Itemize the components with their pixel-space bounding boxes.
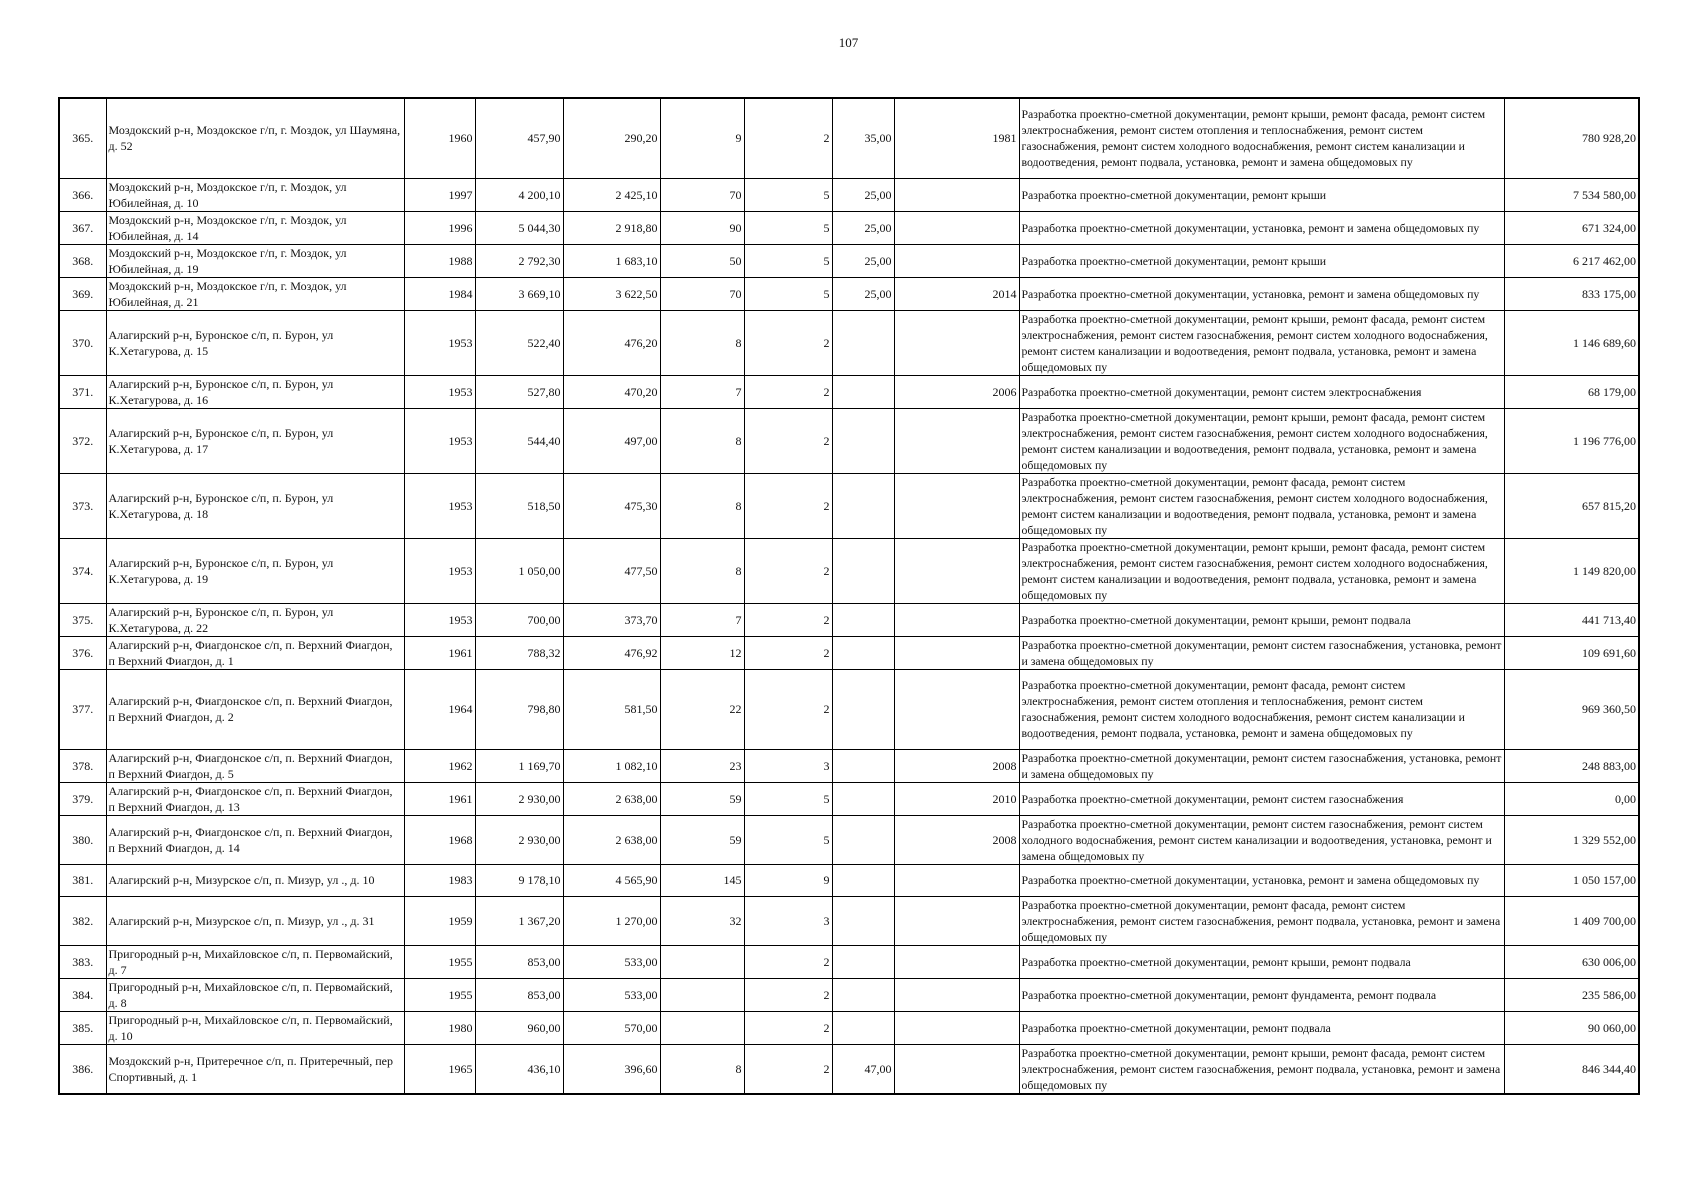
address-cell: Моздокский р-н, Моздокское г/п, г. Моздок, ул Юбилейная, д. 19 [106, 244, 404, 277]
works-cell: Разработка проектно-сметной документации, установка, ремонт и замена общедомовых пу [1019, 277, 1504, 310]
year-cell: 1959 [404, 896, 475, 945]
floors-cell: 2 [744, 945, 832, 978]
works-cell: Разработка проектно-сметной документации, ремонт систем газоснабжения, ремонт систем холодного водоснабжения, ремонт систем канализации и водоотведения, установка, ремонт и замена общедомовых пу [1019, 815, 1504, 864]
row-number: 380. [59, 815, 106, 864]
cost-cell: 1 146 689,60 [1504, 310, 1639, 375]
year-cell: 1960 [404, 98, 475, 178]
row-number: 365. [59, 98, 106, 178]
row-number: 382. [59, 896, 106, 945]
address-cell: Алагирский р-н, Фиагдонское с/п, п. Верхний Фиагдон, п Верхний Фиагдон, д. 14 [106, 815, 404, 864]
address-cell: Пригородный р-н, Михайловское с/п, п. Первомайский, д. 8 [106, 978, 404, 1011]
address-cell: Алагирский р-н, Буронское с/п, п. Бурон, ул К.Хетагурова, д. 16 [106, 375, 404, 408]
row-number: 374. [59, 538, 106, 603]
wear-cell [832, 603, 894, 636]
living-area-cell: 470,20 [563, 375, 660, 408]
table-row [59, 1011, 1639, 1044]
cost-cell: 1 409 700,00 [1504, 896, 1639, 945]
cost-cell: 846 344,40 [1504, 1044, 1639, 1094]
living-area-cell: 1 683,10 [563, 244, 660, 277]
year-cell: 1953 [404, 473, 475, 538]
works-cell: Разработка проектно-сметной документации, ремонт крыши, ремонт фасада, ремонт систем электроснабжения, ремонт систем газоснабжения, ремонт систем холодного водоснабжения, ремонт систем канализации и водоотведения, ремонт подвала, установка, ремонт и замена общедомовых пу [1019, 408, 1504, 473]
residents-cell: 8 [660, 473, 744, 538]
row-number: 366. [59, 178, 106, 211]
wear-cell: 47,00 [832, 1044, 894, 1094]
total-area-cell: 518,50 [475, 473, 563, 538]
wear-cell [832, 538, 894, 603]
year-cell: 1955 [404, 978, 475, 1011]
works-cell: Разработка проектно-сметной документации, ремонт крыши, ремонт фасада, ремонт систем электроснабжения, ремонт систем газоснабжения, ремонт систем холодного водоснабжения, ремонт систем канализации и водоотведения, ремонт подвала, установка, ремонт и замена общедомовых пу [1019, 538, 1504, 603]
wear-cell [832, 945, 894, 978]
residents-cell: 90 [660, 211, 744, 244]
works-cell: Разработка проектно-сметной документации, установка, ремонт и замена общедомовых пу [1019, 211, 1504, 244]
wear-cell [832, 375, 894, 408]
address-cell: Моздокский р-н, Моздокское г/п, г. Моздок, ул Юбилейная, д. 21 [106, 277, 404, 310]
table-body [59, 98, 1639, 1094]
floors-cell: 2 [744, 603, 832, 636]
floors-cell: 2 [744, 978, 832, 1011]
table-row [59, 669, 1639, 749]
total-area-cell: 700,00 [475, 603, 563, 636]
table-row [59, 1044, 1639, 1094]
row-number: 381. [59, 864, 106, 896]
row-number: 378. [59, 749, 106, 782]
works-cell: Разработка проектно-сметной документации, ремонт фасада, ремонт систем электроснабжения, ремонт систем отопления и теплоснабжения, ремонт систем газоснабжения, ремонт систем холодного водоснабжения, ремонт систем канализации и водоотведения, ремонт подвала, установка, ремонт и замена общедомовых пу [1019, 669, 1504, 749]
row-number: 384. [59, 978, 106, 1011]
works-cell: Разработка проектно-сметной документации, ремонт систем электроснабжения [1019, 375, 1504, 408]
address-cell: Алагирский р-н, Фиагдонское с/п, п. Верхний Фиагдон, п Верхний Фиагдон, д. 5 [106, 749, 404, 782]
residents-cell [660, 1011, 744, 1044]
living-area-cell: 476,92 [563, 636, 660, 669]
table-row [59, 375, 1639, 408]
wear-cell [832, 408, 894, 473]
residents-cell: 22 [660, 669, 744, 749]
living-area-cell: 396,60 [563, 1044, 660, 1094]
residents-cell: 12 [660, 636, 744, 669]
living-area-cell: 581,50 [563, 669, 660, 749]
privatization-year-cell [894, 603, 1019, 636]
floors-cell: 2 [744, 636, 832, 669]
year-cell: 1964 [404, 669, 475, 749]
privatization-year-cell [894, 896, 1019, 945]
total-area-cell: 2 792,30 [475, 244, 563, 277]
privatization-year-cell [894, 864, 1019, 896]
floors-cell: 9 [744, 864, 832, 896]
cost-cell: 671 324,00 [1504, 211, 1639, 244]
row-number: 367. [59, 211, 106, 244]
wear-cell: 25,00 [832, 277, 894, 310]
row-number: 372. [59, 408, 106, 473]
works-cell: Разработка проектно-сметной документации, ремонт крыши [1019, 244, 1504, 277]
living-area-cell: 290,20 [563, 98, 660, 178]
living-area-cell: 2 918,80 [563, 211, 660, 244]
privatization-year-cell [894, 669, 1019, 749]
row-number: 376. [59, 636, 106, 669]
address-cell: Алагирский р-н, Фиагдонское с/п, п. Верхний Фиагдон, п Верхний Фиагдон, д. 2 [106, 669, 404, 749]
row-number: 368. [59, 244, 106, 277]
works-cell: Разработка проектно-сметной документации, ремонт систем газоснабжения [1019, 782, 1504, 815]
address-cell: Моздокский р-н, Моздокское г/п, г. Моздок, ул Шаумяна, д. 52 [106, 98, 404, 178]
table-row [59, 603, 1639, 636]
works-cell: Разработка проектно-сметной документации, ремонт крыши, ремонт фасада, ремонт систем электроснабжения, ремонт систем газоснабжения, ремонт систем холодного водоснабжения, ремонт систем канализации и водоотведения, ремонт подвала, установка, ремонт и замена общедомовых пу [1019, 310, 1504, 375]
address-cell: Алагирский р-н, Мизурское с/п, п. Мизур, ул ., д. 31 [106, 896, 404, 945]
floors-cell: 5 [744, 277, 832, 310]
floors-cell: 5 [744, 782, 832, 815]
wear-cell [832, 310, 894, 375]
privatization-year-cell: 2008 [894, 815, 1019, 864]
year-cell: 1955 [404, 945, 475, 978]
residents-cell [660, 945, 744, 978]
floors-cell: 2 [744, 310, 832, 375]
row-number: 386. [59, 1044, 106, 1094]
privatization-year-cell: 1981 [894, 98, 1019, 178]
total-area-cell: 544,40 [475, 408, 563, 473]
total-area-cell: 798,80 [475, 669, 563, 749]
living-area-cell: 4 565,90 [563, 864, 660, 896]
row-number: 373. [59, 473, 106, 538]
address-cell: Алагирский р-н, Буронское с/п, п. Бурон, ул К.Хетагурова, д. 17 [106, 408, 404, 473]
year-cell: 1953 [404, 603, 475, 636]
works-cell: Разработка проектно-сметной документации, ремонт фасада, ремонт систем электроснабжения, ремонт систем газоснабжения, ремонт подвала, установка, ремонт и замена общедомовых пу [1019, 896, 1504, 945]
works-cell: Разработка проектно-сметной документации, ремонт крыши, ремонт фасада, ремонт систем электроснабжения, ремонт систем газоснабжения, ремонт подвала, установка, ремонт и замена общедомовых пу [1019, 1044, 1504, 1094]
works-cell: Разработка проектно-сметной документации, ремонт систем газоснабжения, установка, ремонт и замена общедомовых пу [1019, 749, 1504, 782]
table-row [59, 178, 1639, 211]
table-row [59, 896, 1639, 945]
table-row [59, 815, 1639, 864]
floors-cell: 5 [744, 211, 832, 244]
privatization-year-cell: 2010 [894, 782, 1019, 815]
residents-cell: 9 [660, 98, 744, 178]
total-area-cell: 436,10 [475, 1044, 563, 1094]
residents-cell: 145 [660, 864, 744, 896]
floors-cell: 2 [744, 408, 832, 473]
table-row [59, 310, 1639, 375]
table-row [59, 978, 1639, 1011]
year-cell: 1996 [404, 211, 475, 244]
total-area-cell: 522,40 [475, 310, 563, 375]
privatization-year-cell [894, 244, 1019, 277]
living-area-cell: 475,30 [563, 473, 660, 538]
privatization-year-cell [894, 473, 1019, 538]
living-area-cell: 497,00 [563, 408, 660, 473]
privatization-year-cell [894, 310, 1019, 375]
total-area-cell: 2 930,00 [475, 815, 563, 864]
works-cell: Разработка проектно-сметной документации, ремонт фундамента, ремонт подвала [1019, 978, 1504, 1011]
privatization-year-cell [894, 408, 1019, 473]
address-cell: Алагирский р-н, Фиагдонское с/п, п. Верхний Фиагдон, п Верхний Фиагдон, д. 13 [106, 782, 404, 815]
living-area-cell: 373,70 [563, 603, 660, 636]
year-cell: 1961 [404, 636, 475, 669]
privatization-year-cell: 2008 [894, 749, 1019, 782]
floors-cell: 3 [744, 749, 832, 782]
cost-cell: 235 586,00 [1504, 978, 1639, 1011]
residents-cell: 8 [660, 408, 744, 473]
total-area-cell: 5 044,30 [475, 211, 563, 244]
total-area-cell: 9 178,10 [475, 864, 563, 896]
works-cell: Разработка проектно-сметной документации, ремонт крыши, ремонт фасада, ремонт систем электроснабжения, ремонт систем отопления и теплоснабжения, ремонт систем газоснабжения, ремонт систем холодного водоснабжения, ремонт систем канализации и водоотведения, ремонт подвала, установка, ремонт и замена общедомовых пу [1019, 98, 1504, 178]
living-area-cell: 3 622,50 [563, 277, 660, 310]
privatization-year-cell [894, 945, 1019, 978]
floors-cell: 2 [744, 1011, 832, 1044]
privatization-year-cell [894, 1044, 1019, 1094]
page-number: 107 [838, 35, 859, 50]
cost-cell: 109 691,60 [1504, 636, 1639, 669]
floors-cell: 5 [744, 244, 832, 277]
total-area-cell: 3 669,10 [475, 277, 563, 310]
total-area-cell: 457,90 [475, 98, 563, 178]
total-area-cell: 2 930,00 [475, 782, 563, 815]
row-number: 375. [59, 603, 106, 636]
works-cell: Разработка проектно-сметной документации, ремонт крыши, ремонт подвала [1019, 945, 1504, 978]
total-area-cell: 1 050,00 [475, 538, 563, 603]
table-row [59, 636, 1639, 669]
cost-cell: 833 175,00 [1504, 277, 1639, 310]
cost-cell: 68 179,00 [1504, 375, 1639, 408]
address-cell: Моздокский р-н, Моздокское г/п, г. Моздок, ул Юбилейная, д. 14 [106, 211, 404, 244]
table-row [59, 408, 1639, 473]
residents-cell: 70 [660, 277, 744, 310]
address-cell: Пригородный р-н, Михайловское с/п, п. Первомайский, д. 7 [106, 945, 404, 978]
cost-cell: 248 883,00 [1504, 749, 1639, 782]
residents-cell: 8 [660, 1044, 744, 1094]
wear-cell [832, 896, 894, 945]
year-cell: 1953 [404, 310, 475, 375]
wear-cell: 25,00 [832, 211, 894, 244]
row-number: 377. [59, 669, 106, 749]
floors-cell: 2 [744, 669, 832, 749]
year-cell: 1980 [404, 1011, 475, 1044]
cost-cell: 90 060,00 [1504, 1011, 1639, 1044]
living-area-cell: 533,00 [563, 978, 660, 1011]
living-area-cell: 533,00 [563, 945, 660, 978]
wear-cell [832, 815, 894, 864]
table-row [59, 864, 1639, 896]
total-area-cell: 853,00 [475, 978, 563, 1011]
wear-cell [832, 782, 894, 815]
cost-cell: 441 713,40 [1504, 603, 1639, 636]
residents-cell: 7 [660, 375, 744, 408]
address-cell: Алагирский р-н, Мизурское с/п, п. Мизур, ул ., д. 10 [106, 864, 404, 896]
year-cell: 1965 [404, 1044, 475, 1094]
residents-cell: 23 [660, 749, 744, 782]
housing-repair-table [58, 97, 1640, 1095]
cost-cell: 969 360,50 [1504, 669, 1639, 749]
total-area-cell: 4 200,10 [475, 178, 563, 211]
privatization-year-cell [894, 636, 1019, 669]
total-area-cell: 527,80 [475, 375, 563, 408]
floors-cell: 2 [744, 375, 832, 408]
wear-cell [832, 864, 894, 896]
table-row [59, 473, 1639, 538]
cost-cell: 630 006,00 [1504, 945, 1639, 978]
cost-cell: 1 329 552,00 [1504, 815, 1639, 864]
cost-cell: 657 815,20 [1504, 473, 1639, 538]
residents-cell: 8 [660, 538, 744, 603]
year-cell: 1997 [404, 178, 475, 211]
living-area-cell: 1 270,00 [563, 896, 660, 945]
row-number: 370. [59, 310, 106, 375]
year-cell: 1962 [404, 749, 475, 782]
year-cell: 1953 [404, 375, 475, 408]
floors-cell: 3 [744, 896, 832, 945]
works-cell: Разработка проектно-сметной документации, ремонт систем газоснабжения, установка, ремонт и замена общедомовых пу [1019, 636, 1504, 669]
row-number: 383. [59, 945, 106, 978]
year-cell: 1953 [404, 408, 475, 473]
wear-cell: 35,00 [832, 98, 894, 178]
table-row [59, 945, 1639, 978]
year-cell: 1984 [404, 277, 475, 310]
wear-cell: 25,00 [832, 244, 894, 277]
living-area-cell: 570,00 [563, 1011, 660, 1044]
residents-cell: 70 [660, 178, 744, 211]
wear-cell [832, 978, 894, 1011]
address-cell: Алагирский р-н, Буронское с/п, п. Бурон, ул К.Хетагурова, д. 22 [106, 603, 404, 636]
residents-cell: 50 [660, 244, 744, 277]
year-cell: 1988 [404, 244, 475, 277]
residents-cell: 7 [660, 603, 744, 636]
table-row [59, 538, 1639, 603]
floors-cell: 5 [744, 815, 832, 864]
floors-cell: 2 [744, 1044, 832, 1094]
privatization-year-cell: 2014 [894, 277, 1019, 310]
wear-cell [832, 636, 894, 669]
works-cell: Разработка проектно-сметной документации, ремонт фасада, ремонт систем электроснабжения, ремонт систем газоснабжения, ремонт систем холодного водоснабжения, ремонт систем канализации и водоотведения, ремонт подвала, установка, ремонт и замена общедомовых пу [1019, 473, 1504, 538]
cost-cell: 6 217 462,00 [1504, 244, 1639, 277]
residents-cell [660, 978, 744, 1011]
cost-cell: 0,00 [1504, 782, 1639, 815]
table-row [59, 244, 1639, 277]
floors-cell: 2 [744, 98, 832, 178]
living-area-cell: 2 638,00 [563, 815, 660, 864]
living-area-cell: 476,20 [563, 310, 660, 375]
table-row [59, 749, 1639, 782]
table-row [59, 782, 1639, 815]
works-cell: Разработка проектно-сметной документации, ремонт подвала [1019, 1011, 1504, 1044]
works-cell: Разработка проектно-сметной документации, ремонт крыши [1019, 178, 1504, 211]
cost-cell: 1 196 776,00 [1504, 408, 1639, 473]
residents-cell: 8 [660, 310, 744, 375]
total-area-cell: 1 367,20 [475, 896, 563, 945]
address-cell: Моздокский р-н, Моздокское г/п, г. Моздок, ул Юбилейная, д. 10 [106, 178, 404, 211]
cost-cell: 780 928,20 [1504, 98, 1639, 178]
year-cell: 1953 [404, 538, 475, 603]
works-cell: Разработка проектно-сметной документации, ремонт крыши, ремонт подвала [1019, 603, 1504, 636]
table-row [59, 211, 1639, 244]
floors-cell: 2 [744, 538, 832, 603]
total-area-cell: 853,00 [475, 945, 563, 978]
table-row [59, 98, 1639, 178]
address-cell: Моздокский р-н, Притеречное с/п, п. Притеречный, пер Спортивный, д. 1 [106, 1044, 404, 1094]
address-cell: Алагирский р-н, Буронское с/п, п. Бурон, ул К.Хетагурова, д. 15 [106, 310, 404, 375]
total-area-cell: 960,00 [475, 1011, 563, 1044]
residents-cell: 59 [660, 815, 744, 864]
address-cell: Алагирский р-н, Буронское с/п, п. Бурон, ул К.Хетагурова, д. 19 [106, 538, 404, 603]
total-area-cell: 788,32 [475, 636, 563, 669]
privatization-year-cell [894, 211, 1019, 244]
floors-cell: 2 [744, 473, 832, 538]
address-cell: Пригородный р-н, Михайловское с/п, п. Первомайский, д. 10 [106, 1011, 404, 1044]
living-area-cell: 2 638,00 [563, 782, 660, 815]
living-area-cell: 2 425,10 [563, 178, 660, 211]
living-area-cell: 477,50 [563, 538, 660, 603]
privatization-year-cell [894, 978, 1019, 1011]
row-number: 369. [59, 277, 106, 310]
address-cell: Алагирский р-н, Фиагдонское с/п, п. Верхний Фиагдон, п Верхний Фиагдон, д. 1 [106, 636, 404, 669]
wear-cell [832, 1011, 894, 1044]
privatization-year-cell [894, 538, 1019, 603]
wear-cell [832, 669, 894, 749]
wear-cell [832, 749, 894, 782]
total-area-cell: 1 169,70 [475, 749, 563, 782]
privatization-year-cell [894, 1011, 1019, 1044]
privatization-year-cell: 2006 [894, 375, 1019, 408]
cost-cell: 1 050 157,00 [1504, 864, 1639, 896]
row-number: 385. [59, 1011, 106, 1044]
row-number: 371. [59, 375, 106, 408]
cost-cell: 1 149 820,00 [1504, 538, 1639, 603]
wear-cell: 25,00 [832, 178, 894, 211]
floors-cell: 5 [744, 178, 832, 211]
row-number: 379. [59, 782, 106, 815]
residents-cell: 59 [660, 782, 744, 815]
year-cell: 1961 [404, 782, 475, 815]
address-cell: Алагирский р-н, Буронское с/п, п. Бурон, ул К.Хетагурова, д. 18 [106, 473, 404, 538]
residents-cell: 32 [660, 896, 744, 945]
cost-cell: 7 534 580,00 [1504, 178, 1639, 211]
year-cell: 1968 [404, 815, 475, 864]
privatization-year-cell [894, 178, 1019, 211]
works-cell: Разработка проектно-сметной документации, установка, ремонт и замена общедомовых пу [1019, 864, 1504, 896]
table-row [59, 277, 1639, 310]
year-cell: 1983 [404, 864, 475, 896]
wear-cell [832, 473, 894, 538]
living-area-cell: 1 082,10 [563, 749, 660, 782]
